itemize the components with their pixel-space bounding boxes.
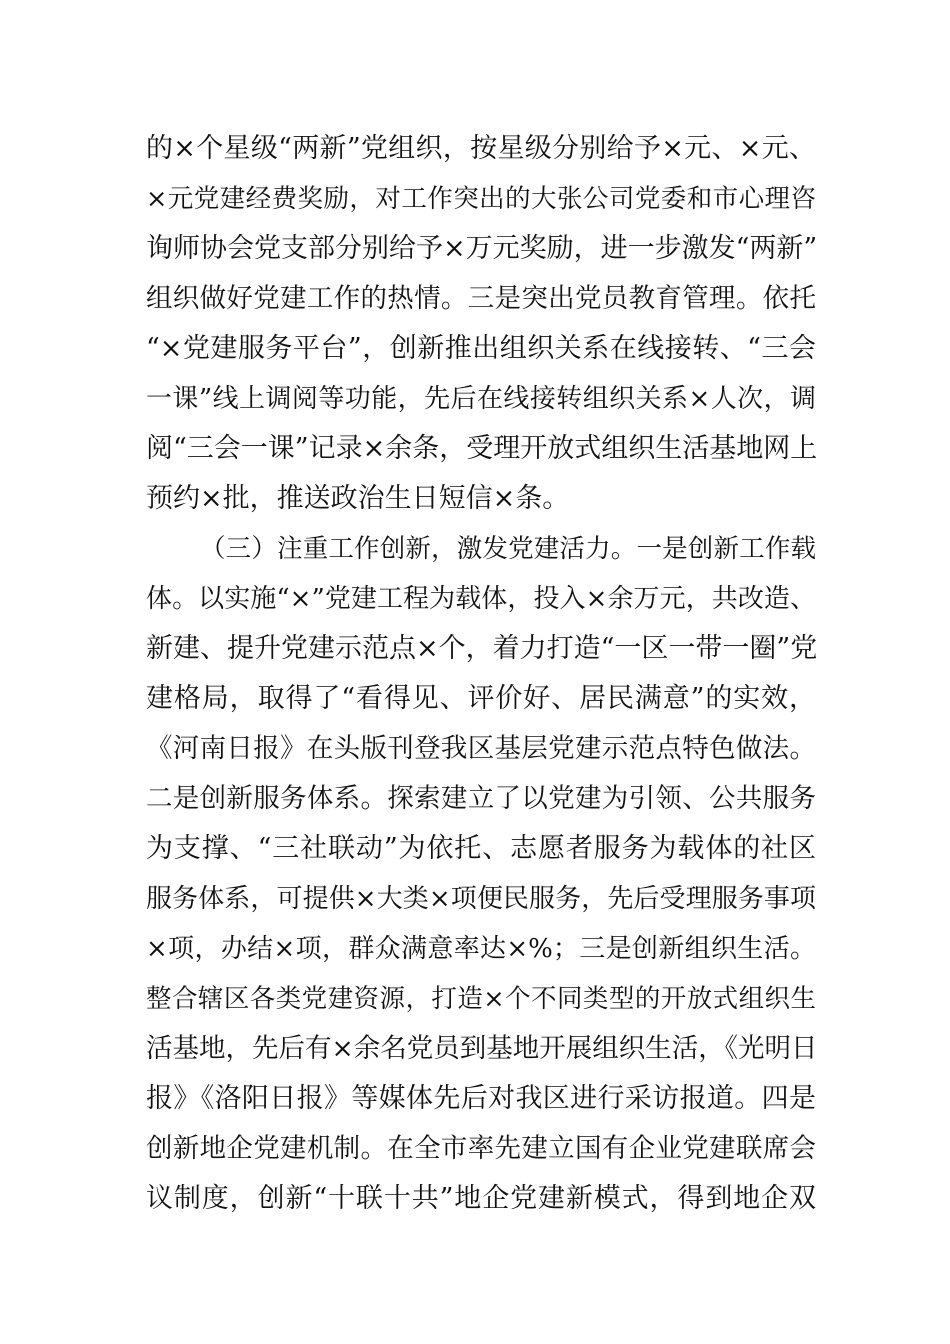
text-line-7: 阅“三会一课”记录×余条，受理开放式组织生活基地网上 xyxy=(146,433,818,464)
text-line-4: 组织做好党建工作的热情。三是突出党员教育管理。依托 xyxy=(146,283,816,314)
text-line-3: 询师协会党支部分别给予×万元奖励，进一步激发“两新” xyxy=(146,233,818,264)
text-line-22: 议制度，创新“十联十共”地企党建新模式，得到地企双 xyxy=(146,1183,816,1214)
text-line-5: “×党建服务平台”，创新推出组织关系在线接转、“三会 xyxy=(146,333,816,364)
paragraph-heading-line: （三）注重工作创新，激发党建活力。一是创新工作载 xyxy=(200,534,816,564)
text-line-16: 服务体系，可提供×大类×项便民服务，先后受理服务事项 xyxy=(146,884,816,914)
text-line-8: 预约×批，推送政治生日短信×条。 xyxy=(146,483,570,514)
text-line-20: 报》《洛阳日报》等媒体先后对我区进行采访报道。四是 xyxy=(146,1083,816,1114)
text-line-15: 为支撑、“三社联动”为依托、志愿者服务为载体的社区 xyxy=(146,833,816,864)
text-line-19: 活基地，先后有×余名党员到基地开展组织生活，《光明日 xyxy=(146,1033,818,1064)
text-line-11: 新建、提升党建示范点×个，着力打造“一区一带一圈”党 xyxy=(146,633,818,664)
text-line-1: 的×个星级“两新”党组织，按星级分别给予×元、×元、 xyxy=(146,133,816,164)
text-line-13: 《河南日报》在头版刊登我区基层党建示范点特色做法。 xyxy=(146,733,816,764)
text-line-21: 创新地企党建机制。在全市率先建立国有企业党建联席会 xyxy=(146,1133,816,1164)
text-line-12: 建格局，取得了“看得见、评价好、居民满意”的实效， xyxy=(146,683,816,714)
text-line-10: 体。以实施“×”党建工程为载体，投入×余万元，共改造、 xyxy=(146,584,816,614)
text-line-6: 一课”线上调阅等功能，先后在线接转组织关系×人次，调 xyxy=(146,384,816,414)
text-line-14: 二是创新服务体系。探索建立了以党建为引领、公共服务 xyxy=(146,783,816,814)
text-line-18: 整合辖区各类党建资源，打造×个不同类型的开放式组织生 xyxy=(146,984,816,1014)
text-line-2: ×元党建经费奖励，对工作突出的大张公司党委和市心理咨 xyxy=(146,184,816,214)
text-line-17: ×项，办结×项，群众满意率达×%；三是创新组织生活。 xyxy=(146,934,816,964)
